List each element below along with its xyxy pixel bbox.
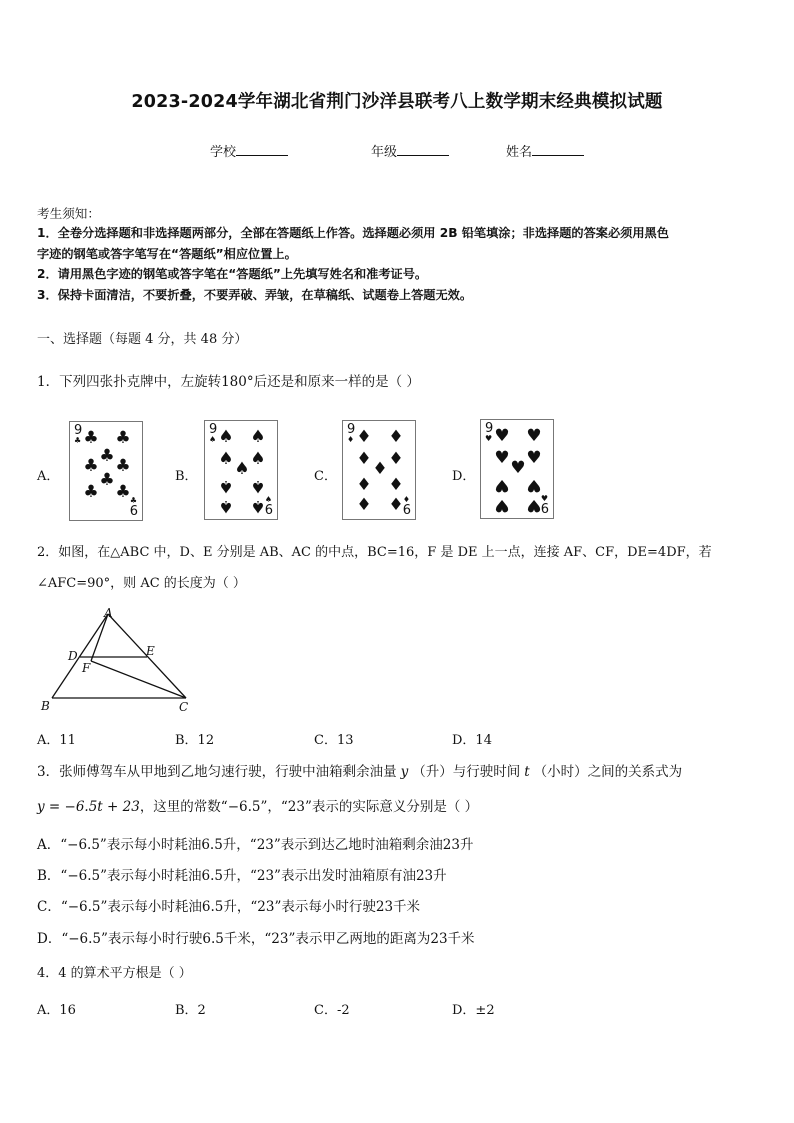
heart-icon: ♥ bbox=[526, 426, 542, 446]
q3-var-y: y bbox=[400, 764, 409, 780]
diamond-icon: ♦ bbox=[356, 449, 372, 469]
heart-icon: ♥ bbox=[494, 448, 510, 468]
q2-option-a: A．11 bbox=[37, 733, 76, 748]
card-rank-top: 9 bbox=[74, 423, 83, 438]
q1-option-c-label: C． bbox=[314, 469, 337, 484]
name-blank bbox=[532, 143, 584, 156]
heart-icon: ♥ bbox=[494, 475, 510, 495]
spade-icon: ♠ bbox=[250, 476, 266, 496]
club-icon: ♣ bbox=[115, 482, 131, 502]
name-label: 姓名 bbox=[506, 145, 533, 160]
spade-icon: ♠ bbox=[218, 476, 234, 496]
q3-option-b: B．“−6.5”表示每小时耗油6.5升，“23”表示出发时油箱原有油23升 bbox=[37, 868, 447, 884]
heart-icon: ♥ bbox=[494, 495, 510, 515]
spade-icon: ♠ bbox=[234, 459, 250, 479]
label-b: B bbox=[41, 699, 50, 713]
q4-option-b: B．2 bbox=[175, 1003, 206, 1018]
heart-icon: ♥ bbox=[510, 458, 526, 478]
diamond-icon: ♦ bbox=[356, 495, 372, 515]
grade-label: 年级 bbox=[371, 145, 398, 160]
club-icon: ♣ bbox=[115, 456, 131, 476]
diamond-icon: ♦ bbox=[356, 475, 372, 495]
heart-icon: ♥ bbox=[526, 475, 542, 495]
q1-option-b-label: B． bbox=[175, 469, 198, 484]
name-field bbox=[506, 141, 584, 160]
notice-item-1a: 1．全卷分选择题和非选择题两部分，全部在答题纸上作答。选择题必须用 2B 铅笔填涂；非选择题的答案必须用黑色 bbox=[37, 226, 669, 240]
club-icon: ♣ bbox=[83, 456, 99, 476]
segment-cf bbox=[91, 661, 186, 698]
q3-stem-b bbox=[37, 795, 478, 815]
spade-icon: ♠ bbox=[218, 496, 234, 516]
heart-icon: ♥ bbox=[485, 434, 493, 443]
notice-heading: 考生须知： bbox=[37, 206, 100, 221]
club-icon: ♣ bbox=[115, 428, 131, 448]
school-label: 学校 bbox=[210, 145, 237, 160]
q3-var-t: t bbox=[524, 764, 530, 780]
heart-icon: ♥ bbox=[540, 494, 548, 503]
heart-icon: ♥ bbox=[526, 495, 542, 515]
q3-formula: y = −6.5t + 23 bbox=[37, 799, 140, 815]
heart-icon: ♥ bbox=[526, 448, 542, 468]
q2-stem-b: ∠AFC=90°，则 AC 的长度为（ ） bbox=[37, 576, 246, 591]
diamond-icon: ♦ bbox=[388, 475, 404, 495]
spade-icon: ♠ bbox=[250, 449, 266, 469]
school-field bbox=[210, 141, 288, 160]
club-icon: ♣ bbox=[74, 436, 82, 445]
spade-icon: ♠ bbox=[250, 427, 266, 447]
card-rank-bottom: 6 bbox=[540, 502, 549, 517]
heart-icon: ♥ bbox=[494, 426, 510, 446]
spade-icon: ♠ bbox=[209, 435, 217, 444]
q2-stem-a: 2．如图，在△ABC 中，D、E 分别是 AB、AC 的中点，BC=16，F 是 DE 上一点，连接 AF、CF，DE=4DF，若 bbox=[37, 545, 712, 560]
spade-icon: ♠ bbox=[218, 449, 234, 469]
grade-blank bbox=[397, 143, 449, 156]
spade-icon: ♠ bbox=[218, 427, 234, 447]
q3-option-a: A．“−6.5”表示每小时耗油6.5升，“23”表示到达乙地时油箱剩余油23升 bbox=[37, 837, 474, 853]
card-rank-bottom: 6 bbox=[402, 503, 411, 518]
card-a bbox=[69, 421, 143, 521]
q2-option-d: D．14 bbox=[452, 733, 492, 748]
q1-option-a-label: A． bbox=[37, 469, 60, 484]
q2-option-b: B．12 bbox=[175, 733, 215, 748]
q3-option-c: C．“−6.5”表示每小时耗油6.5升，“23”表示每小时行驶23千米 bbox=[37, 899, 421, 915]
club-icon: ♣ bbox=[99, 446, 115, 466]
spade-icon: ♠ bbox=[250, 496, 266, 516]
card-rank-top: 9 bbox=[209, 422, 218, 437]
q4-stem: 4．4 的算术平方根是（ ） bbox=[37, 966, 192, 981]
q3-option-d: D．“−6.5”表示每小时行驶6.5千米，“23”表示甲乙两地的距离为23千米 bbox=[37, 931, 475, 947]
q2-triangle-figure bbox=[38, 606, 198, 716]
club-icon: ♣ bbox=[99, 470, 115, 490]
q3-stem-text-3: （小时）之间的关系式为 bbox=[533, 764, 683, 780]
label-f: F bbox=[82, 661, 91, 675]
label-d: D bbox=[68, 649, 78, 663]
diamond-icon: ♦ bbox=[347, 435, 355, 444]
club-icon: ♣ bbox=[129, 496, 137, 505]
card-b bbox=[204, 420, 278, 520]
notice-item-3: 3．保持卡面清洁，不要折叠，不要弄破、弄皱，在草稿纸、试题卷上答题无效。 bbox=[37, 288, 473, 302]
card-rank-bottom: 6 bbox=[129, 504, 138, 519]
section-heading: 一、选择题（每题 4 分，共 48 分） bbox=[37, 332, 248, 347]
q3-stem-a bbox=[37, 760, 682, 780]
spade-icon: ♠ bbox=[264, 495, 272, 504]
q3-stem-text-2: （升）与行驶时间 bbox=[412, 764, 521, 780]
diamond-icon: ♦ bbox=[372, 459, 388, 479]
diamond-icon: ♦ bbox=[388, 449, 404, 469]
diamond-icon: ♦ bbox=[356, 427, 372, 447]
q3-stem-text-4: ，这里的常数“−6.5”，“23”表示的实际意义分别是（ ） bbox=[139, 799, 479, 815]
q2-option-c: C．13 bbox=[314, 733, 354, 748]
club-icon: ♣ bbox=[83, 482, 99, 502]
grade-field bbox=[371, 141, 449, 160]
diamond-icon: ♦ bbox=[402, 495, 410, 504]
label-e: E bbox=[146, 644, 155, 658]
q4-option-a: A．16 bbox=[37, 1003, 76, 1018]
card-c bbox=[342, 420, 416, 520]
notice-item-2: 2．请用黑色字迹的钢笔或答字笔在“答题纸”上先填写姓名和准考证号。 bbox=[37, 267, 428, 281]
q1-option-d-label: D． bbox=[452, 469, 476, 484]
diamond-icon: ♦ bbox=[388, 427, 404, 447]
diamond-icon: ♦ bbox=[388, 495, 404, 515]
label-c: C bbox=[179, 700, 189, 714]
card-rank-top: 9 bbox=[347, 422, 356, 437]
side-ab bbox=[52, 614, 108, 698]
card-rank-top: 9 bbox=[485, 421, 494, 436]
q3-stem-text-1: 3．张师傅驾车从甲地到乙地匀速行驶，行驶中油箱剩余油量 bbox=[37, 764, 397, 780]
label-a: A bbox=[104, 606, 113, 620]
notice-item-1b: 字迹的钢笔或答字笔写在“答题纸”相应位置上。 bbox=[37, 247, 297, 261]
card-d bbox=[480, 419, 554, 519]
q4-option-d: D．±2 bbox=[452, 1003, 495, 1018]
card-rank-bottom: 6 bbox=[264, 503, 273, 518]
q4-option-c: C．-2 bbox=[314, 1003, 350, 1018]
segment-af bbox=[91, 614, 108, 661]
q1-stem: 1．下列四张扑克牌中，左旋转180°后还是和原来一样的是（ ） bbox=[37, 374, 420, 390]
school-blank bbox=[236, 143, 288, 156]
page-title: 2023-2024学年湖北省荆门沙洋县联考八上数学期末经典模拟试题 bbox=[131, 92, 663, 112]
club-icon: ♣ bbox=[83, 428, 99, 448]
